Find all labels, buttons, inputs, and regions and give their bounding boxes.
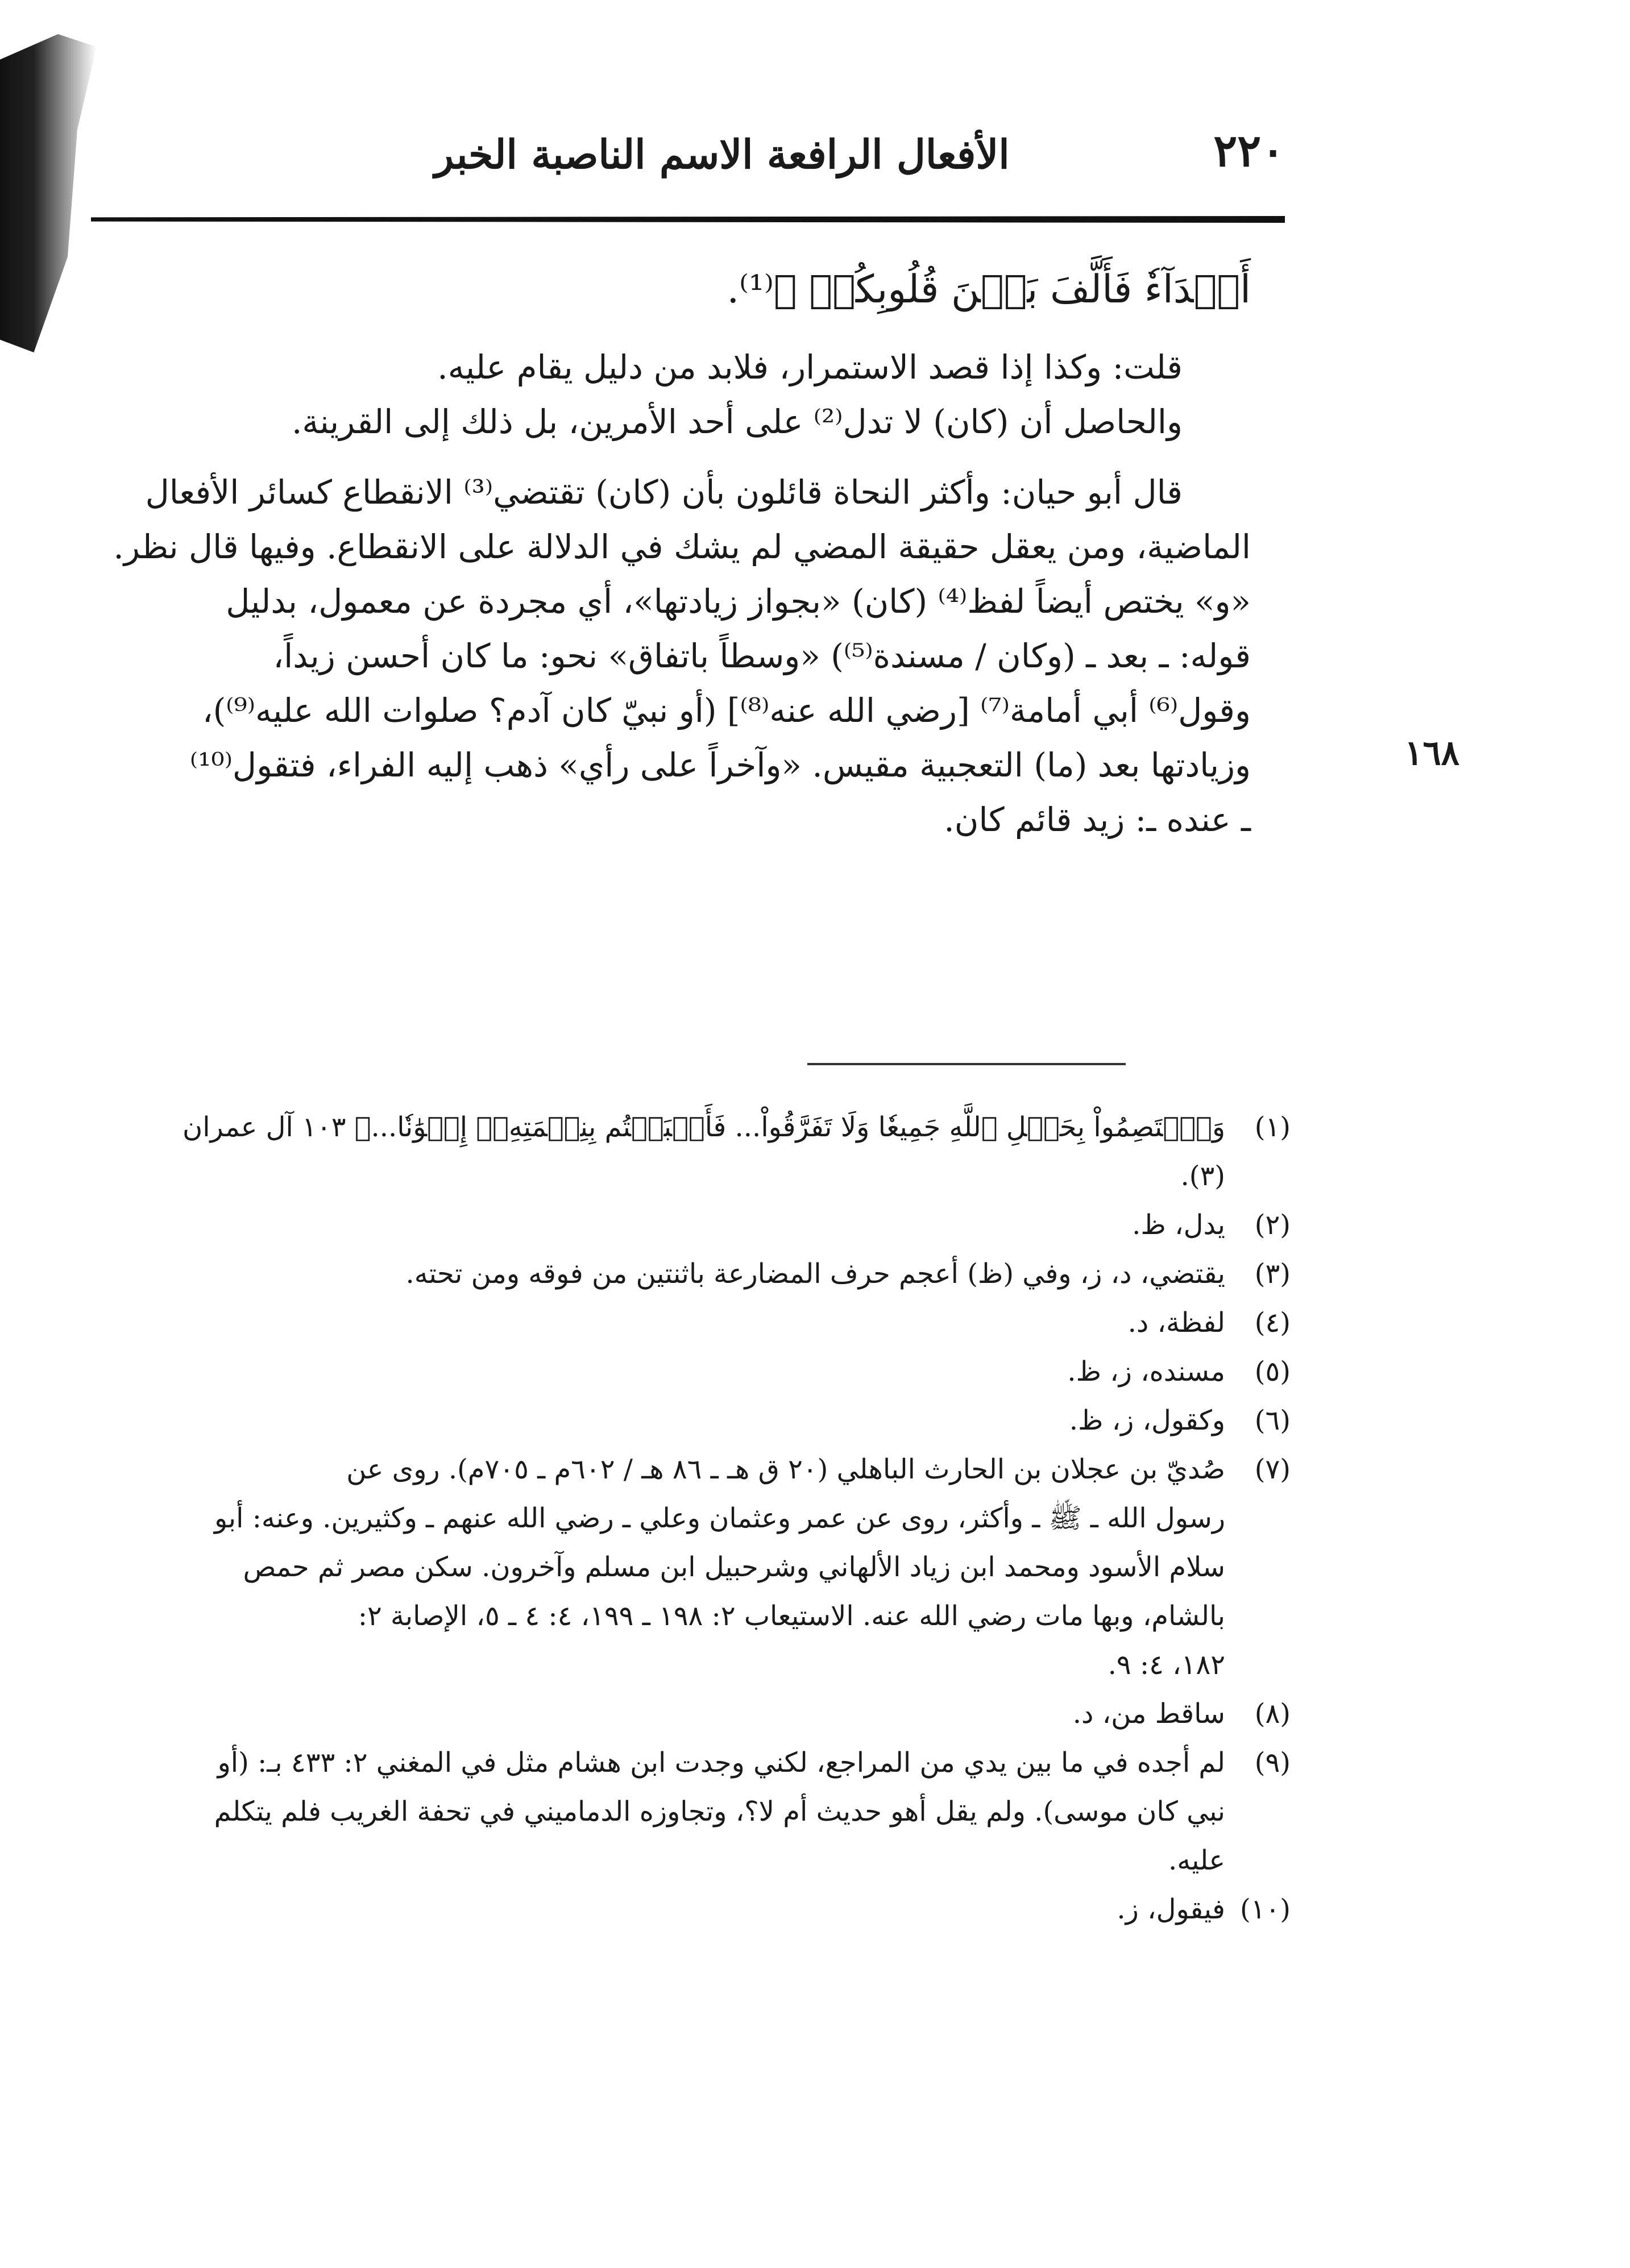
- page-header: [91, 114, 1285, 205]
- footnote-text: عليه.: [1168, 1845, 1225, 1876]
- footnote-text: سلام الأسود ومحمد ابن زياد الألهاني وشرحبيل ابن مسلم وآخرون. سكن مصر ثم حمص: [243, 1551, 1225, 1583]
- footnote-text: لم أجده في ما بين يدي من المراجع، لكني وجدت ابن هشام مثل في المغني ٢: ٤٣٣ بـ: (أو: [217, 1747, 1225, 1779]
- footnote-4: [114, 1298, 1291, 1347]
- running-title: الأفعال الرافعة الاسم الناصبة الخبر: [434, 131, 1010, 178]
- footnote-text: صُديّ بن عجلان بن الحارث الباهلي (٢٠ ق هـ ـ ٨٦ هـ / ٦٠٢م ـ ٧٠٥م). روى عن: [346, 1453, 1225, 1485]
- footnote-text: مسنده، ز، ظ.: [1067, 1356, 1225, 1388]
- footnote-7: [114, 1445, 1291, 1689]
- margin-number: ١٦٨: [1404, 733, 1459, 773]
- paragraph-1: قلت: وكذا إذا قصد الاستمرار، فلابد من دليل يقام عليه.: [437, 348, 1183, 387]
- footnote-8: [114, 1689, 1291, 1738]
- footnote-text: ساقط من، د.: [1072, 1698, 1225, 1730]
- paragraph-3-line-1: قال أبو حيان: وأكثر النحاة قائلون بأن (كان) تقتضي⁽³⁾ الانقطاع كسائر الأفعال: [145, 473, 1183, 512]
- footnote-text: وَٱعۡتَصِمُواْ بِحَبۡلِ ٱللَّهِ جَمِيعٗا وَلَا تَفَرَّقُواْ... فَأَصۡبَحۡتُم بِنِعۡمَتِهِۦٓ إِخۡوَٰنٗا...﴾ ١٠٣ آل عمران: [182, 1111, 1225, 1143]
- footnote-text: نبي كان موسى). ولم يقل أهو حديث أم لا؟، وتجاوزه الدماميني في تحفة الغريب فلم يتكلم: [214, 1796, 1225, 1827]
- footnote-5: [114, 1347, 1291, 1396]
- page-number: ٢٢٠: [1213, 125, 1285, 177]
- paragraph-4-line-5: ـ عنده ـ: زيد قائم كان.: [944, 800, 1251, 839]
- footnote-text: فيقول، ز.: [1117, 1893, 1225, 1925]
- footnote-number: (١٠): [1239, 1893, 1291, 1925]
- footnote-number: (٦): [1254, 1405, 1291, 1436]
- footnote-text: يقتضي، د، ز، وفي (ظ) أعجم حرف المضارعة باثنتين من فوقه ومن تحته.: [405, 1258, 1225, 1290]
- footnote-1: [114, 1103, 1291, 1201]
- paragraph-4-line-1: «و» يختص أيضاً لفظ⁽⁴⁾ (كان) «بجواز زيادتها»، أي مجردة عن معمول، بدليل: [226, 582, 1251, 621]
- footnote-number: (٤): [1254, 1307, 1291, 1339]
- footnote-text: رسول الله ـ ﷺ ـ وأكثر، روى عن عمر وعثمان وعلي ـ رضي الله عنهم ـ وكثيرين. وعنه: أبو: [214, 1502, 1225, 1534]
- footnote-number: (٣): [1254, 1258, 1291, 1290]
- footnote-number: (٧): [1254, 1453, 1291, 1485]
- footnotes: [114, 1103, 1291, 1934]
- footnote-6: [114, 1396, 1291, 1445]
- footnote-number: (٩): [1254, 1747, 1291, 1779]
- header-rule: [91, 216, 1285, 223]
- paragraph-3-line-2: الماضية، ومن يعقل حقيقة المضي لم يشك في الدلالة على الانقطاع. وفيها قال نظر.: [113, 527, 1251, 566]
- main-text: [114, 256, 1251, 847]
- paragraph-4-line-3: وقول⁽⁶⁾ أبي أمامة⁽⁷⁾ [رضي الله عنه⁽⁸⁾] (أو نبيّ كان آدم؟ صلوات الله عليه⁽⁹⁾)،: [202, 691, 1251, 730]
- footnote-text: (٣).: [1180, 1160, 1225, 1192]
- footnote-text: لفظة، د.: [1127, 1307, 1225, 1339]
- footnote-number: (٥): [1254, 1356, 1291, 1388]
- footnote-10: [114, 1885, 1291, 1934]
- footnote-rule: [807, 1063, 1126, 1065]
- paragraph-4-line-2: قوله: ـ بعد ـ (وكان / مسندة⁽⁵⁾) «وسطاً باتفاق» نحو: ما كان أحسن زيداً،: [273, 637, 1251, 675]
- footnote-number: (٢): [1254, 1209, 1291, 1241]
- footnote-3: [114, 1249, 1291, 1298]
- scan-edge-shadow: [0, 34, 97, 352]
- paragraph-2: والحاصل أن (كان) لا تدل⁽²⁾ على أحد الأمرين، بل ذلك إلى القرينة.: [291, 402, 1183, 441]
- footnote-9: [114, 1738, 1291, 1885]
- footnote-text: بالشام، وبها مات رضي الله عنه. الاستيعاب ٢: ١٩٨ ـ ١٩٩، ٤: ٤ ـ ٥، الإصابة ٢:: [358, 1600, 1225, 1632]
- footnote-number: (١): [1254, 1111, 1291, 1143]
- footnote-text: يدل، ظ.: [1132, 1209, 1225, 1241]
- quran-line: أَعۡدَآءٗ فَأَلَّفَ بَيۡنَ قُلُوبِكُمۡ ﴾⁽¹⁾.: [727, 267, 1251, 312]
- footnote-text: ١٨٢، ٤: ٩.: [1108, 1649, 1225, 1681]
- paragraph-4-line-4: وزيادتها بعد (ما) التعجبية مقيس. «وآخراً على رأي» ذهب إليه الفراء، فتقول⁽¹⁰⁾: [189, 746, 1251, 784]
- footnote-number: (٨): [1254, 1698, 1291, 1730]
- footnote-text: وكقول، ز، ظ.: [1069, 1405, 1225, 1436]
- footnote-2: [114, 1201, 1291, 1249]
